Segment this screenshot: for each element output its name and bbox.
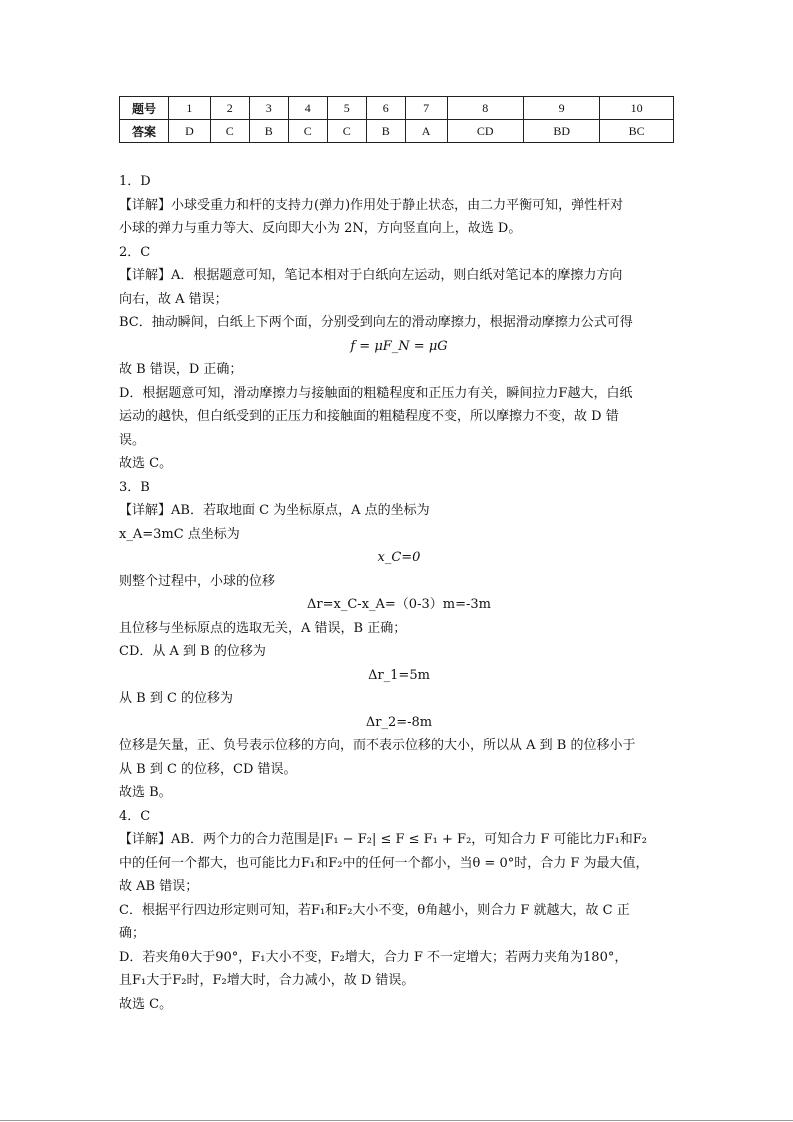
page-bottom-rule [0,1120,793,1121]
question-number-cell: 1 [169,97,211,120]
answer-cell: C [327,120,366,143]
q2-conclusion: 故选 C。 [119,456,173,471]
friction-formula: f = μF_N = μG [350,338,448,354]
q4-explanation: C．根据平行四边形定则可知，若F₁和F₂大小不变，θ角越小，则合力 F 就越大，故 C 正 [119,902,630,918]
q3-explanation: 则整个过程中，小球的位移 [119,573,276,589]
answer-cell: B [366,120,405,143]
q4-conclusion: 故选 C。 [119,996,173,1012]
question-number-cell: 6 [366,97,405,120]
q3-answer: 3．B [119,479,150,495]
question-number-cell: 7 [405,97,447,120]
answer-cell: BC [600,120,674,143]
q3-explanation: 位移是矢量，正、负号表示位移的方向，而不表示位移的大小，所以从 A 到 B 的位移小于 [119,738,636,753]
q4-explanation: 确； [119,926,146,941]
solution-text [119,170,679,1016]
q3-explanation: x_A=3mC 点坐标为 [119,526,240,542]
q2-explanation: 运动的越快，但白纸受到的正压力和接触面的粗糙程度不变，所以摩擦力不变，故 D 错 [119,409,619,424]
q3-explanation: 【详解】AB．若取地面 C 为坐标原点，A 点的坐标为 [119,503,430,518]
answer-cell: C [288,120,327,143]
coordinate-formula: x_C=0 [377,550,421,565]
q2-explanation: 故 B 错误，D 正确； [119,362,243,377]
q4-explanation: 中的任何一个都大，也可能比力F₁和F₂中的任何一个都小，当θ = 0°时，合力 F 为最大值， [119,855,649,871]
answer-header: 答案 [120,120,169,143]
displacement-formula: Δr=x_C-x_A=（0-3）m=-3m [307,597,491,612]
q4-explanation: 且F₁大于F₂时，F₂增大时，合力减小，故 D 错误。 [119,973,415,988]
question-number-cell: 9 [523,97,599,120]
q1-explanation: 【详解】小球受重力和杆的支持力(弹力)作用处于静止状态，由二力平衡可知，弹性杆对 [119,197,624,213]
question-number-header: 题号 [120,97,169,120]
answer-cell: BD [523,120,599,143]
q4-explanation: D．若夹角θ大于90°，F₁大小不变，F₂增大，合力 F 不一定增大；若两力夹角为180°， [119,949,628,965]
question-number-cell: 10 [600,97,674,120]
q2-explanation: 【详解】A．根据题意可知，笔记本相对于白纸向左运动，则白纸对笔记本的摩擦力方向 [119,268,623,283]
answer-cell: B [249,120,288,143]
q4-explanation: 故 AB 错误； [119,879,199,894]
q3-explanation: 从 B 到 C 的位移为 [119,691,234,706]
answer-cell: A [405,120,447,143]
displacement-formula: Δr_1=5m [368,667,430,683]
q1-explanation: 小球的弹力与重力等大、反向即大小为 2N，方向竖直向上，故选 D。 [119,221,522,236]
question-number-cell: 2 [210,97,249,120]
answer-table-answer-row [120,120,674,143]
question-number-cell: 4 [288,97,327,120]
q2-answer: 2．C [119,244,151,260]
q4-explanation: 【详解】AB．两个力的合力范围是|F₁ − F₂| ≤ F ≤ F₁ + F₂，可知合力 F 可能比力F₁和F₂ [119,832,648,847]
question-number-cell: 8 [447,97,523,120]
answer-cell: CD [447,120,523,143]
q2-explanation: D．根据题意可知，滑动摩擦力与接触面的粗糙程度和正压力有关，瞬间拉力F越大，白纸 [119,385,633,401]
q2-explanation: 向右，故 A 错误； [119,291,228,307]
q3-conclusion: 故选 B。 [119,785,172,800]
q2-explanation: 误。 [119,432,146,448]
q3-explanation: 从 B 到 C 的位移，CD 错误。 [119,761,297,777]
question-number-cell: 5 [327,97,366,120]
q3-explanation: CD．从 A 到 B 的位移为 [119,644,266,659]
answer-table-header-row [120,97,674,120]
answer-table [119,96,674,143]
displacement-formula: Δr_2=-8m [365,714,433,730]
answer-cell: C [210,120,249,143]
q1-answer: 1．D [119,174,151,189]
q2-explanation: BC．抽动瞬间，白纸上下两个面，分别受到向左的滑动摩擦力，根据滑动摩擦力公式可得 [119,315,633,330]
q3-explanation: 且位移与坐标原点的选取无关，A 错误，B 正确； [119,620,407,636]
question-number-cell: 3 [249,97,288,120]
answer-cell: D [169,120,211,143]
q4-answer: 4．C [119,808,151,824]
